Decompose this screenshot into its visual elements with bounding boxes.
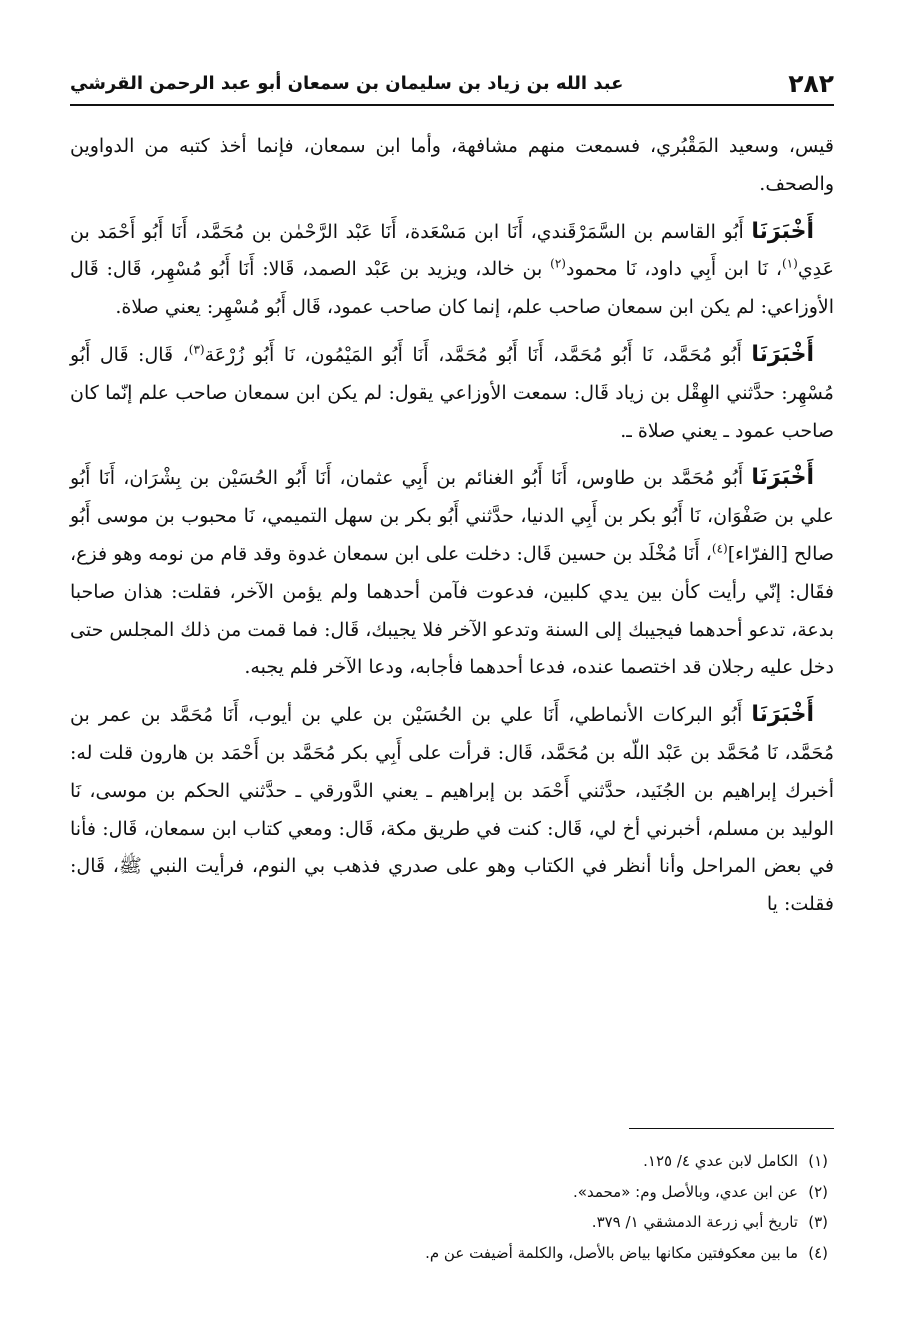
- footnote-text: تاريخ أبي زرعة الدمشقي ١/ ٣٧٩.: [591, 1213, 798, 1231]
- hadith-keyword: أَخْبَرَنَا: [751, 341, 814, 367]
- footnote-separator: [629, 1128, 834, 1129]
- paragraph-text: أَبُو القاسم بن السَّمَرْقَندي، أَنَا ابن مَسْعَدة، أَنَا عَبْد الرَّحْمٰن بن مُحَمَّد، أَنَا أَبُو أَحْمَد بن عَدِي: [70, 220, 834, 281]
- main-text: [70, 128, 834, 933]
- paragraph-text: أَبُو مُحَمَّد بن طاوس، أَنَا أَبُو الغنائم بن أَبِي عثمان، أَنَا أَبُو الحُسَيْن بن بِشْرَان، أَنَا أَبُو علي بن صَفْوَان، نَا أَبُو بكر بن أَبِي الدنيا، حدَّثني أَبُو بكر بن سهل التميمي، نَا محبوب بن موسى أَبُو صالح [الفرّاء]: [70, 467, 834, 565]
- hadith-keyword: أَخْبَرَنَا: [751, 465, 814, 491]
- footnote-text: الكامل لابن عدي ٤/ ١٢٥.: [643, 1152, 798, 1170]
- footnote-reference[interactable]: (١): [781, 257, 798, 272]
- paragraph-text: أَبُو مُحَمَّد، نَا أَبُو مُحَمَّد، أَنَا أَبُو مُحَمَّد، أَنَا أَبُو المَيْمُون، نَا أَبُو زُرْعَة: [204, 343, 752, 366]
- paragraph-text: أَبُو البركات الأنماطي، أَنَا علي بن الحُسَيْن بن علي بن أيوب، أَنَا مُحَمَّد بن عمر بن مُحَمَّد، نَا مُحَمَّد بن عَبْد اللّه بن مُحَمَّد، قَال: قرأت على أَبِي بكر مُحَمَّد بن أَحْمَد بن هارون قلت له: أخبرك إبراهيم بن الجُنَيد، حدَّثني أَحْمَد بن إبراهيم ـ يعني الدَّورقي ـ حدَّثني الحكم بن موسى، نَا الوليد بن مسلم، أخبرني أخ لي، قَال: كنت في طريق مكة، قَال: ومعي كتاب ابن سمعان، قَال: فأنا في بعض المراحل وأنا أنظر في الكتاب وهو على صدري فذهب بي النوم، فرأيت النبي ﷺ، قَال: فقلت: يا: [70, 704, 834, 916]
- footnote-text: ما بين معكوفتين مكانها بياض بالأصل، والكلمة أضيفت عن م.: [425, 1243, 798, 1262]
- hadith-paragraph: [70, 213, 834, 327]
- paragraph-text: ، نَا ابن أَبِي داود، نَا محمود: [565, 258, 782, 281]
- hadith-keyword: أَخْبَرَنَا: [751, 702, 814, 728]
- footnote-item: [70, 1146, 834, 1177]
- page-header: [70, 62, 834, 106]
- paragraph-text: بن خالد، ويزيد بن عَبْد الصمد، قَالا: أَنَا أَبُو مُسْهِر، قَال: قَال الأوزاعي: لم يكن ابن سمعان صاحب علم، إنما كان صاحب عمود، قَال أَبُو مُسْهِر: يعني صلاة.: [70, 258, 834, 319]
- footnote-item: [70, 1238, 834, 1269]
- hadith-keyword: أَخْبَرَنَا: [751, 218, 814, 244]
- paragraph-text: قيس، وسعيد المَقْبُري، فسمعت منهم مشافهة، وأما ابن سمعان، فإنما أخذ كتبه من الدواوين والصحف.: [70, 135, 834, 195]
- footnote-number: (٣): [808, 1213, 828, 1231]
- footnote-item: [70, 1207, 834, 1238]
- running-title: عبد الله بن زياد بن سليمان بن سمعان أبو عبد الرحمن القرشي: [70, 72, 624, 94]
- paragraph-continuation: [70, 128, 834, 204]
- page-number: ٢٨٢: [788, 68, 834, 98]
- footnote-item: [70, 1177, 834, 1208]
- paragraph-text: ، قَال: قَال أَبُو مُسْهِر: حدَّثني الهِقْل بن زياد قَال: سمعت الأوزاعي يقول: لم يكن ابن سمعان صاحب علم إنّما كان صاحب عمود ـ يعني صلاة ـ.: [70, 343, 834, 442]
- hadith-paragraph: [70, 459, 834, 687]
- footnote-reference[interactable]: (٤): [711, 541, 728, 556]
- footnote-reference[interactable]: (٣): [188, 342, 205, 357]
- footnote-number: (٤): [808, 1243, 828, 1262]
- footnotes: [70, 1146, 834, 1268]
- paragraph-text: ، أَنَا مُخْلَد بن حسين قَال: دخلت على ابن سمعان غدوة وقد قام من نومه وهو فزع، فقَال: إنّي رأيت كأن بين يدي كلبين، فدعوت فآمن أحدهما ولم يؤمن الآخر، فقلت: هذان صاحبا بدعة، تدعو أحدهما فيجيبك إلى السنة وتدعو الآخر فلا يجيبك، قَال: فما قمت من ذلك المجلس حتى دخل عليه رجلان قد اختصما عنده، فدعا أحدهما فأجابه، ودعا الآخر فلم يجبه.: [70, 542, 834, 679]
- hadith-paragraph: [70, 696, 834, 924]
- hadith-paragraph: [70, 336, 834, 450]
- footnote-reference[interactable]: (٢): [550, 257, 566, 272]
- footnote-number: (٢): [808, 1182, 828, 1201]
- footnote-text: عن ابن عدي، وبالأصل وم: «محمد».: [573, 1182, 798, 1201]
- footnote-number: (١): [808, 1152, 828, 1170]
